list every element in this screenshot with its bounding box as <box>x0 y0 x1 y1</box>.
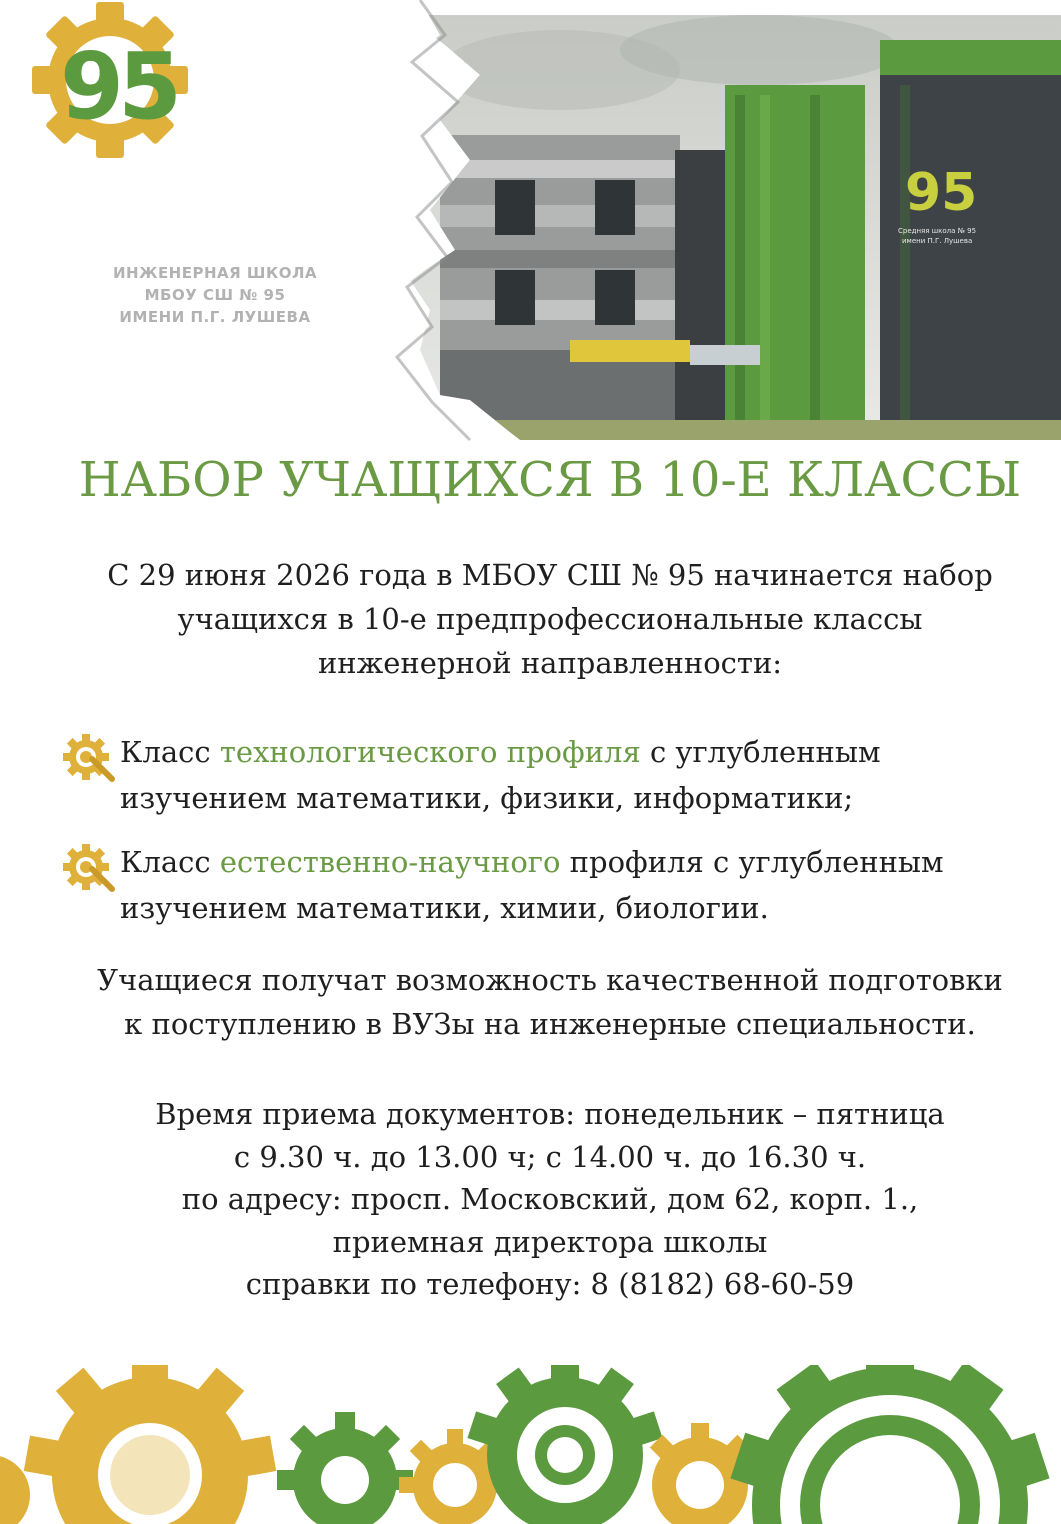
contacts-time: с 9.30 ч. до 13.00 ч; с 14.00 ч. до 16.30 ч. <box>233 1139 867 1174</box>
item-suffix: с углубленным <box>640 735 881 769</box>
benefits-line-1: Учащиеся получат возможность качественной подготовки <box>97 963 1003 997</box>
page-title: НАБОР УЧАЩИХСЯ В 10-Е КЛАССЫ <box>78 452 1022 508</box>
list-item-natural-science <box>62 839 1042 931</box>
gear-wrench-icon <box>62 729 116 783</box>
footer-gears <box>0 1365 1061 1524</box>
building-sign-line-2: имени П.Г. Лушева <box>902 237 973 245</box>
gears-decoration-icon <box>0 1365 1061 1524</box>
logo-line-3: ИМЕНИ П.Г. ЛУШЕВА <box>119 308 311 326</box>
contacts-hours: Время приема документов: понедельник – пятница <box>155 1097 945 1131</box>
school-logo-gear-icon <box>0 0 230 250</box>
item-line-2: изучением математики, химии, биологии. <box>120 891 769 925</box>
intro-paragraph <box>60 553 1040 685</box>
contacts-office: приемная директора школы <box>332 1224 768 1259</box>
building-sign-number: 95 <box>905 163 978 223</box>
logo-number: 95 <box>60 33 177 140</box>
header-banner <box>0 0 1061 445</box>
logo-caption <box>85 262 345 328</box>
intro-line-3: инженерной направленности: <box>317 646 783 680</box>
contacts-phone: справки по телефону: 8 (8182) 68-60-59 <box>245 1267 855 1301</box>
logo-line-2: МБОУ СШ № 95 <box>144 286 286 304</box>
benefits-paragraph <box>60 958 1040 1046</box>
list-item-technological <box>62 729 1042 821</box>
item-prefix: Класс <box>120 845 220 879</box>
logo-line-1: ИНЖЕНЕРНАЯ ШКОЛА <box>112 264 318 282</box>
benefits-line-2: к поступлению в ВУЗы на инженерные специальности. <box>124 1007 976 1041</box>
intro-line-2: учащихся в 10-е предпрофессиональные классы <box>177 602 923 636</box>
intro-line-1: С 29 июня 2026 года в МБОУ СШ № 95 начинается набор <box>107 558 993 592</box>
contacts-address: по адресу: просп. Московский, дом 62, корп. 1., <box>181 1182 919 1216</box>
item-line-2: изучением математики, физики, информатики; <box>120 781 854 815</box>
item-highlight: естественно-научного <box>219 845 561 879</box>
building-sign-line-1: Средняя школа № 95 <box>898 227 977 235</box>
contacts-block <box>60 1093 1040 1306</box>
item-prefix: Класс <box>120 735 220 769</box>
item-suffix: профиля с углубленным <box>560 845 944 879</box>
item-highlight: технологического профиля <box>219 735 641 769</box>
gear-wrench-icon <box>62 839 116 893</box>
